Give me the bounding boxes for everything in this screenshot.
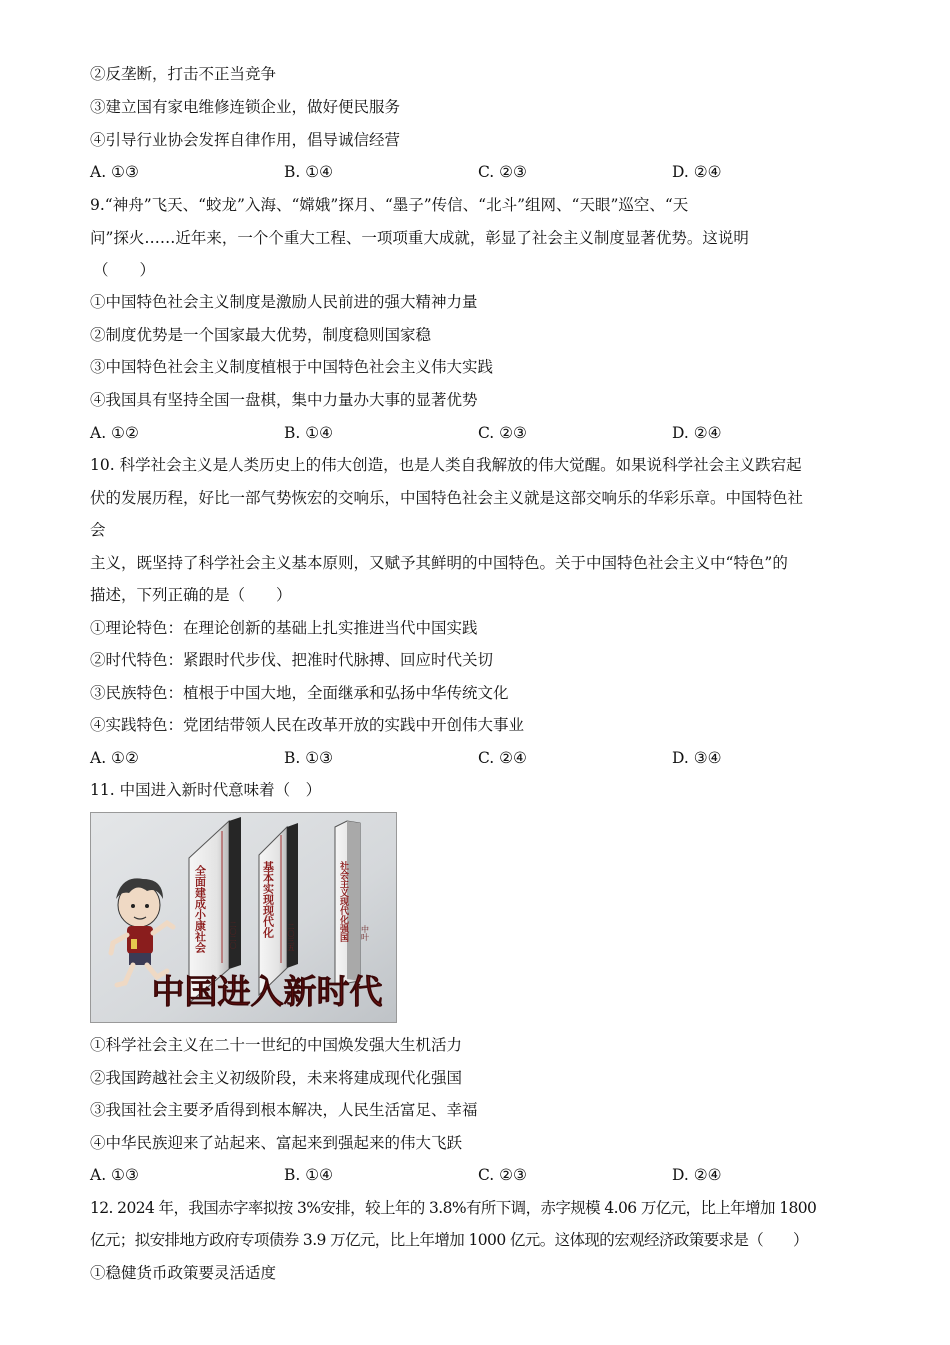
q10-option-d[interactable]: D. ③④: [672, 749, 722, 767]
slab1-year: 二〇二〇: [229, 921, 237, 949]
q10-stem-line-1: 10. 科学社会主义是人类历史上的伟大创造，也是人类自我解放的伟大觉醒。如果说科学社会主义跌宕起: [90, 456, 802, 474]
new-era-cartoon: [91, 813, 396, 1022]
q8-option-b[interactable]: B. ①④: [284, 163, 334, 181]
q10-item-3: ③民族特色：植根于中国大地，全面继承和弘扬中华传统文化: [90, 684, 509, 702]
q10-option-c[interactable]: C. ②④: [478, 749, 527, 767]
slab2-year: 二〇三五: [287, 923, 295, 951]
q10-item-4: ④实践特色：党团结带领人民在改革开放的实践中开创伟大事业: [90, 716, 525, 734]
q11-option-c[interactable]: C. ②③: [478, 1166, 527, 1184]
q11-item-3: ③我国社会主要矛盾得到根本解决，人民生活富足、幸福: [90, 1101, 478, 1119]
q12-item-1: ①稳健货币政策要灵活适度: [90, 1264, 277, 1282]
slab1-label: 全面建成小康社会: [193, 865, 207, 953]
q12-stem-line-1: 12. 2024 年，我国赤字率拟按 3%安排，较上年的 3.8%有所下调，赤字规模 4.06 万亿元，比上年增加 1800: [90, 1199, 817, 1217]
q8-item-3: ③建立国有家电维修连锁企业，做好便民服务: [90, 98, 401, 116]
q9-item-4: ④我国具有坚持全国一盘棋，集中力量办大事的显著优势: [90, 391, 478, 409]
q12-stem-line-2: 亿元；拟安排地方政府专项债券 3.9 万亿元，比上年增加 1000 亿元。这体现的宏观经济政策要求是（ ）: [90, 1231, 808, 1249]
q10-stem-line-4: 主义，既坚持了科学社会主义基本原则，又赋予其鲜明的中国特色。关于中国特色社会主义中“特色”的: [90, 554, 788, 572]
q8-option-c[interactable]: C. ②③: [478, 163, 527, 181]
q9-item-3: ③中国特色社会主义制度植根于中国特色社会主义伟大实践: [90, 358, 494, 376]
q8-item-4: ④引导行业协会发挥自律作用，倡导诚信经营: [90, 131, 401, 149]
q11-item-1: ①科学社会主义在二十一世纪的中国焕发强大生机活力: [90, 1036, 463, 1054]
q9-option-a[interactable]: A. ①②: [90, 424, 139, 442]
q11-item-2: ②我国跨越社会主义初级阶段，未来将建成现代化强国: [90, 1069, 463, 1087]
q8-option-a[interactable]: A. ①③: [90, 163, 139, 181]
q10-options: [90, 748, 870, 768]
q11-item-4: ④中华民族迎来了站起来、富起来到强起来的伟大飞跃: [90, 1134, 463, 1152]
q9-item-1: ①中国特色社会主义制度是激励人民前进的强大精神力量: [90, 293, 478, 311]
q9-option-b[interactable]: B. ①④: [284, 424, 334, 442]
q11-option-b[interactable]: B. ①④: [284, 1166, 334, 1184]
q10-stem-line-3: 会: [90, 521, 106, 539]
slab2-label: 基本实现现代化: [261, 861, 275, 938]
q8-options: [90, 162, 870, 182]
q9-stem-line-1: 9.“神舟”飞天、“蛟龙”入海、“嫦娥”探月、“墨子”传信、“北斗”组网、“天眼”巡空、“天: [90, 196, 689, 214]
q10-stem-line-2: 伏的发展历程，好比一部气势恢宏的交响乐，中国特色社会主义就是这部交响乐的华彩乐章。中国特色社: [90, 489, 804, 507]
q9-options: [90, 423, 870, 443]
slab3-label: 社会主义现代化强国: [338, 861, 348, 942]
q8-item-2: ②反垄断，打击不正当竞争: [90, 65, 277, 83]
slab3-year: 中叶: [360, 925, 370, 941]
cartoon-banner: 中国进入新时代: [151, 972, 383, 1011]
q9-option-d[interactable]: D. ②④: [672, 424, 722, 442]
q10-option-b[interactable]: B. ①③: [284, 749, 334, 767]
q9-item-2: ②制度优势是一个国家最大优势，制度稳则国家稳: [90, 326, 432, 344]
q10-option-a[interactable]: A. ①②: [90, 749, 139, 767]
q11-stem: 11. 中国进入新时代意味着（ ）: [90, 781, 322, 799]
q11-option-d[interactable]: D. ②④: [672, 1166, 722, 1184]
q9-stem-line-2: 问”探火……近年来，一个个重大工程、一项项重大成就，彰显了社会主义制度显著优势。这说明: [90, 229, 749, 247]
q10-stem-line-5: 描述，下列正确的是（ ）: [90, 586, 292, 604]
q10-item-2: ②时代特色：紧跟时代步伐、把准时代脉搏、回应时代关切: [90, 651, 494, 669]
q11-option-a[interactable]: A. ①③: [90, 1166, 139, 1184]
q9-answer-blank: （ ）: [93, 261, 156, 279]
q10-item-1: ①理论特色：在理论创新的基础上扎实推进当代中国实践: [90, 619, 478, 637]
q9-option-c[interactable]: C. ②③: [478, 424, 527, 442]
q8-option-d[interactable]: D. ②④: [672, 163, 722, 181]
q11-options: [90, 1165, 870, 1185]
q11-cartoon-figure: [90, 812, 397, 1023]
